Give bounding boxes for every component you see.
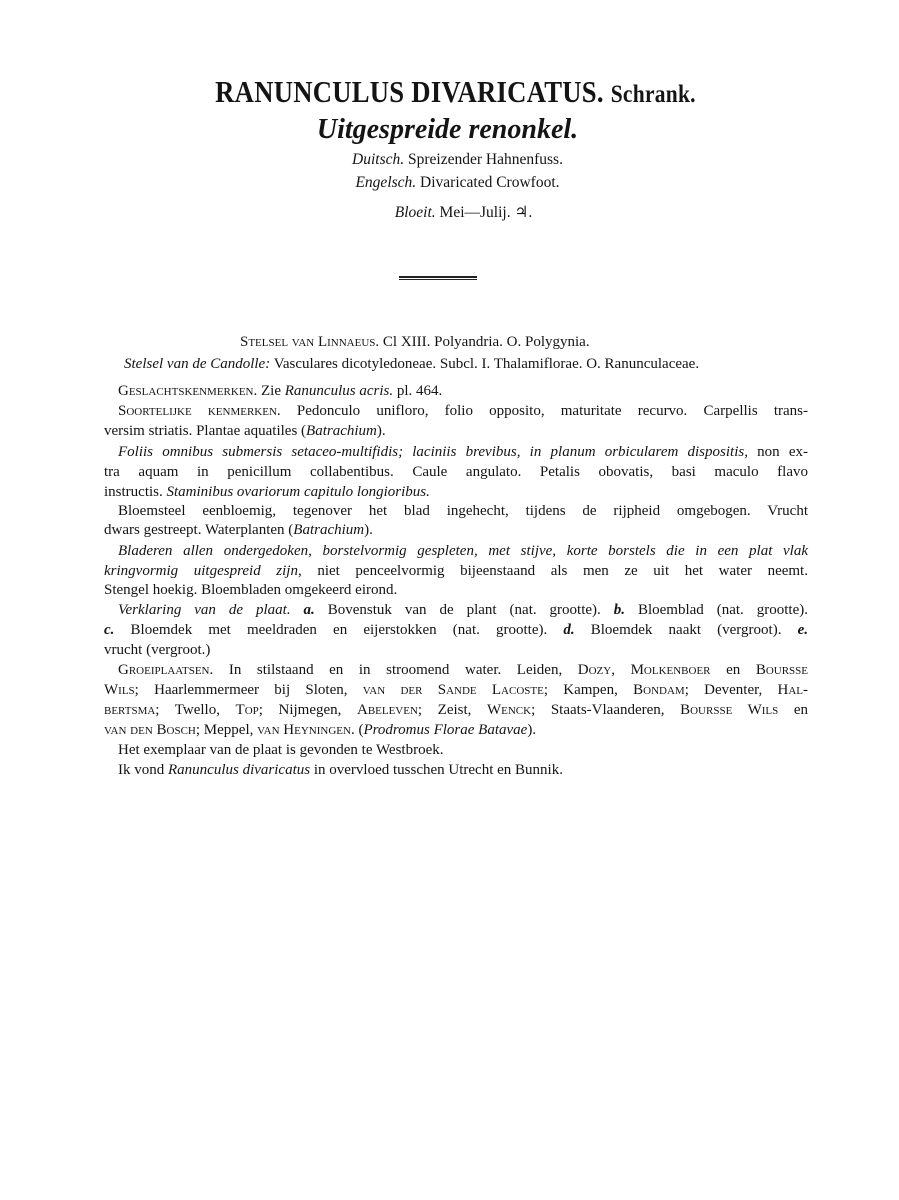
english-name-line bbox=[8, 174, 899, 192]
text-span: b. bbox=[600, 602, 625, 618]
text-span: Prodromus Florae Batavae bbox=[363, 722, 528, 738]
text-span: Foliis omnibus submersis setaceo-multifidis; laciniis brevibus, in planum orbicularem dispositis, bbox=[118, 444, 748, 460]
text-span: vrucht (vergroot.) bbox=[104, 642, 211, 658]
text-span: instructis. bbox=[104, 484, 167, 500]
text-span: ). bbox=[527, 722, 537, 738]
german-label: Duitsch. bbox=[352, 151, 405, 168]
text-span: ; Zeist, bbox=[417, 702, 487, 718]
species-name: RANUNCULUS DIVARICATUS. bbox=[215, 74, 604, 109]
text-span: Staminibus ovariorum capitulo longioribus. bbox=[166, 484, 430, 500]
text-span: ; Meppel, bbox=[195, 722, 258, 738]
finding-note-line bbox=[118, 761, 563, 780]
text-span: tra aquam in penicillum collabentibus. Caule angulato. Petalis obovatis, basi maculo flavo bbox=[104, 464, 808, 480]
text-span: Boursse bbox=[755, 662, 809, 678]
text-span: Groeiplaatsen. bbox=[118, 662, 214, 678]
text-span: Molkenboer bbox=[630, 662, 711, 678]
author-name: Schrank. bbox=[610, 81, 696, 108]
dutch-leaves-line-3 bbox=[104, 581, 397, 600]
text-span: Cl XIII. Polyandria. O. Polygynia. bbox=[379, 334, 590, 350]
plate-explanation-line-2 bbox=[104, 621, 808, 640]
text-span: Wils bbox=[104, 682, 135, 698]
text-span: Bondam bbox=[633, 682, 685, 698]
text-span: Stelsel van Linnaeus. bbox=[240, 334, 380, 350]
text-span: Stengel hoekig. Bloembladen omgekeerd eirond. bbox=[104, 582, 398, 598]
text-span: Dozy bbox=[577, 662, 612, 678]
dutch-leaves-line-1 bbox=[118, 542, 808, 561]
localities-line-4 bbox=[104, 721, 536, 740]
text-span: ; Haarlemmermeer bij Sloten, bbox=[134, 682, 363, 698]
text-span: ; Kampen, bbox=[543, 682, 634, 698]
text-span: niet penceelvormig bijeenstaand als men ze uit het water neemt. bbox=[301, 563, 808, 579]
text-span: ; Nijmegen, bbox=[258, 702, 357, 718]
text-span: Batrachium bbox=[306, 423, 377, 439]
text-span: Bloemdek met meeldraden en eijerstokken (nat. grootte). bbox=[114, 622, 548, 638]
text-span: ; Staats-Vlaanderen, bbox=[531, 702, 681, 718]
bloom-line bbox=[14, 203, 899, 222]
plate-explanation-line-1 bbox=[118, 601, 808, 620]
latin-description-line-3 bbox=[104, 483, 430, 502]
text-span: a. bbox=[290, 602, 315, 618]
text-span: van der Sande Lacoste bbox=[362, 682, 544, 698]
text-span: Bloemdek naakt (vergroot). bbox=[574, 622, 782, 638]
text-span: Pedonculo unifloro, folio opposito, maturitate recurvo. Carpellis trans- bbox=[280, 403, 808, 419]
text-span: e. bbox=[781, 622, 808, 638]
text-span: ). bbox=[376, 423, 386, 439]
text-span: Bloemsteel eenbloemig, tegenover het blad ingehecht, tijdens de rijpheid omgebogen. Vrucht bbox=[118, 503, 808, 519]
species-title bbox=[69, 74, 842, 110]
text-span: Zie bbox=[257, 383, 285, 399]
text-span: ; Twello, bbox=[155, 702, 236, 718]
text-span: Ranunculus divaricatus bbox=[168, 762, 311, 778]
text-span: kringvormig uitgespreid zijn, bbox=[104, 563, 302, 579]
text-span: Ranunculus acris. bbox=[284, 383, 394, 399]
dutch-name: Uitgespreide renonkel. bbox=[316, 114, 579, 145]
text-span: In stilstaand en in stroomend water. Leiden, bbox=[213, 662, 578, 678]
text-span: d. bbox=[547, 622, 575, 638]
english-label: Engelsch. bbox=[355, 174, 417, 191]
latin-description-line-2 bbox=[104, 463, 808, 482]
text-span: Verklaring van de plaat. bbox=[118, 602, 291, 618]
text-span: in overvloed tusschen Utrecht en Bunnik. bbox=[310, 762, 563, 778]
text-span: versim striatis. Plantae aquatiles ( bbox=[104, 423, 307, 439]
text-span: bertsma bbox=[104, 702, 156, 718]
text-span: en bbox=[710, 662, 756, 678]
species-characters-line-2 bbox=[104, 422, 386, 441]
text-span: Ik vond bbox=[118, 762, 168, 778]
text-span: ). bbox=[364, 522, 373, 538]
text-span: Bovenstuk van de plant (nat. grootte). bbox=[314, 602, 601, 618]
specimen-note-line bbox=[118, 741, 443, 760]
candolle-system-line bbox=[124, 355, 699, 374]
text-span: Bloemblad (nat. grootte). bbox=[625, 602, 808, 618]
text-span: dwars gestreept. Waterplanten ( bbox=[104, 522, 294, 538]
localities-line-1 bbox=[118, 661, 808, 680]
species-characters-line-1 bbox=[118, 402, 808, 421]
bloom-label: Bloeit. bbox=[394, 204, 436, 221]
linnaeus-system-line bbox=[240, 333, 590, 352]
text-span: Wenck bbox=[486, 702, 532, 718]
text-span: Stelsel van de Candolle: bbox=[124, 356, 271, 372]
german-name-line bbox=[8, 151, 899, 169]
german-name: Spreizender Hahnenfuss. bbox=[408, 151, 563, 168]
text-span: van den Bosch bbox=[104, 722, 196, 738]
localities-line-3 bbox=[104, 701, 808, 720]
ornamental-rule bbox=[399, 276, 477, 280]
text-span: Vasculares dicotyledoneae. Subcl. I. Thalamiflorae. O. Ranunculaceae. bbox=[270, 356, 700, 372]
text-span: Top bbox=[235, 702, 259, 718]
latin-description-line-1 bbox=[118, 443, 808, 462]
text-span: pl. 464. bbox=[393, 383, 443, 399]
text-span: Abeleven bbox=[356, 702, 418, 718]
plate-explanation-line-3 bbox=[104, 641, 210, 660]
text-span: van Heyningen bbox=[257, 722, 351, 738]
text-span: Het exemplaar van de plaat is gevonden te Westbroek. bbox=[118, 742, 444, 758]
text-span: Boursse Wils bbox=[680, 702, 779, 718]
text-span: non ex- bbox=[747, 444, 808, 460]
dutch-leaves-line-2 bbox=[104, 562, 808, 581]
english-name: Divaricated Crowfoot. bbox=[420, 174, 560, 191]
text-span: Geslachtskenmerken. bbox=[118, 383, 258, 399]
text-span: Hal- bbox=[777, 682, 809, 698]
text-span: c. bbox=[104, 622, 115, 638]
text-span: ; Deventer, bbox=[684, 682, 778, 698]
dutch-description-line-2 bbox=[104, 521, 373, 540]
text-span: Batrachium bbox=[293, 522, 365, 538]
bloom-value: Mei—Julij. ♃. bbox=[439, 204, 533, 221]
text-span: Bladeren allen ondergedoken, borstelvormig gespleten, met stijve, korte borstels die in een plat vlak bbox=[118, 543, 808, 559]
genus-characters-line bbox=[118, 382, 442, 401]
text-span: . ( bbox=[350, 722, 364, 738]
localities-line-2 bbox=[104, 681, 808, 700]
dutch-description-line-1 bbox=[118, 502, 808, 521]
text-span: en bbox=[778, 702, 808, 718]
text-span: , bbox=[611, 662, 631, 678]
text-span: Soortelijke kenmerken. bbox=[118, 403, 281, 419]
